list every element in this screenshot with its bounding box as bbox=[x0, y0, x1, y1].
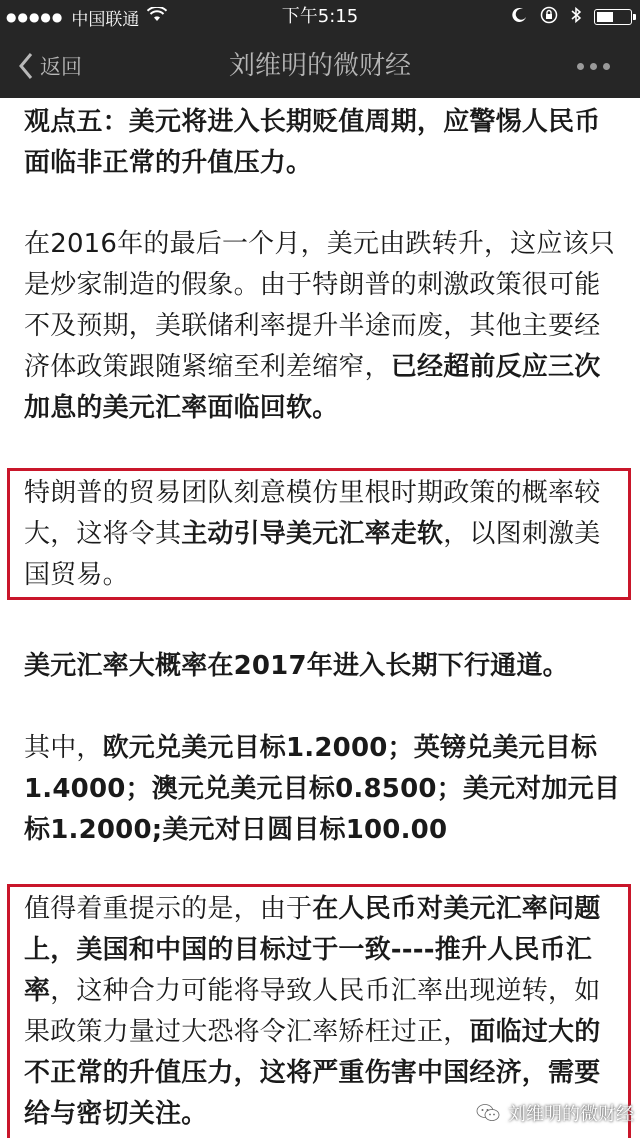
more-icon[interactable] bbox=[577, 34, 610, 98]
article-body bbox=[0, 98, 640, 1138]
paragraph-text: 值得着重提示的是，由于 bbox=[24, 894, 313, 924]
status-right bbox=[512, 0, 632, 34]
wechat-icon bbox=[476, 1103, 500, 1123]
paragraph-trade-team bbox=[24, 473, 624, 596]
page-title: 刘维明的微财经 bbox=[228, 51, 411, 81]
paragraph-dollar-downtrend: 美元汇率大概率在2017年进入长期下行通道。 bbox=[24, 651, 569, 681]
orientation-lock-icon bbox=[540, 6, 558, 28]
paragraph-emphasis: 欧元兑美元目标1.2000；英镑兑美元目标1.4000；澳元兑美元目标0.8500；美元对加元目标1.2000;美元对日圆目标100.00 bbox=[24, 733, 621, 845]
alarm-icon bbox=[512, 7, 528, 27]
carrier-name: 中国联通 bbox=[71, 9, 140, 30]
status-time: 下午5:15 bbox=[281, 6, 359, 27]
paragraph-text: 特朗普的贸易团队刻意模仿里根时期政策的概率较大，这将令其 bbox=[24, 478, 601, 549]
paragraph-text: 在2016年的最后一个月，美元由跌转升，这应该只是炒家制造的假象。由于特朗普的刺激政策很可能不及预期，美联储利率提升半途而废，其他主要经济体政策跟随紧缩至利差缩窄， bbox=[24, 229, 615, 382]
battery-icon bbox=[594, 9, 632, 25]
paragraph-emphasis: 面临过大的不正常的升值压力，这将严重伤害中国经济，需要给与密切关注。 bbox=[24, 1017, 601, 1129]
paragraph-text: ，这种合力可能将导致人民币汇率出现逆转，如果政策力量过大恐将令汇率矫枉过正， bbox=[24, 976, 601, 1047]
battery-level bbox=[597, 12, 613, 22]
paragraph-fx-targets bbox=[24, 728, 624, 851]
signal-strength-icon: ●●●●● bbox=[6, 10, 64, 24]
paragraph-emphasis: 主动引导美元汇率走软 bbox=[181, 519, 444, 549]
paragraph-rmb-warning bbox=[24, 889, 624, 1135]
paragraph-text: 其中， bbox=[24, 733, 103, 763]
status-bar bbox=[0, 0, 640, 34]
navigation-bar bbox=[0, 34, 640, 98]
watermark bbox=[476, 1100, 634, 1126]
back-chevron-icon bbox=[18, 52, 34, 80]
back-label: 返回 bbox=[40, 55, 82, 79]
paragraph-viewpoint-heading: 观点五：美元将进入长期贬值周期，应警惕人民币面临非正常的升值压力。 bbox=[24, 107, 601, 178]
paragraph-dollar-rebound bbox=[24, 224, 624, 429]
back-button[interactable] bbox=[18, 34, 82, 98]
bluetooth-icon bbox=[570, 6, 582, 28]
paragraph-emphasis: 在人民币对美元汇率问题上，美国和中国的目标过于一致----推升人民币汇率 bbox=[24, 894, 601, 1006]
paragraph-emphasis: 已经超前反应三次加息的美元汇率面临回软。 bbox=[24, 352, 601, 423]
paragraph-text: ，以图刺激美国贸易。 bbox=[24, 519, 601, 590]
watermark-text: 刘维明的微财经 bbox=[508, 1104, 634, 1125]
